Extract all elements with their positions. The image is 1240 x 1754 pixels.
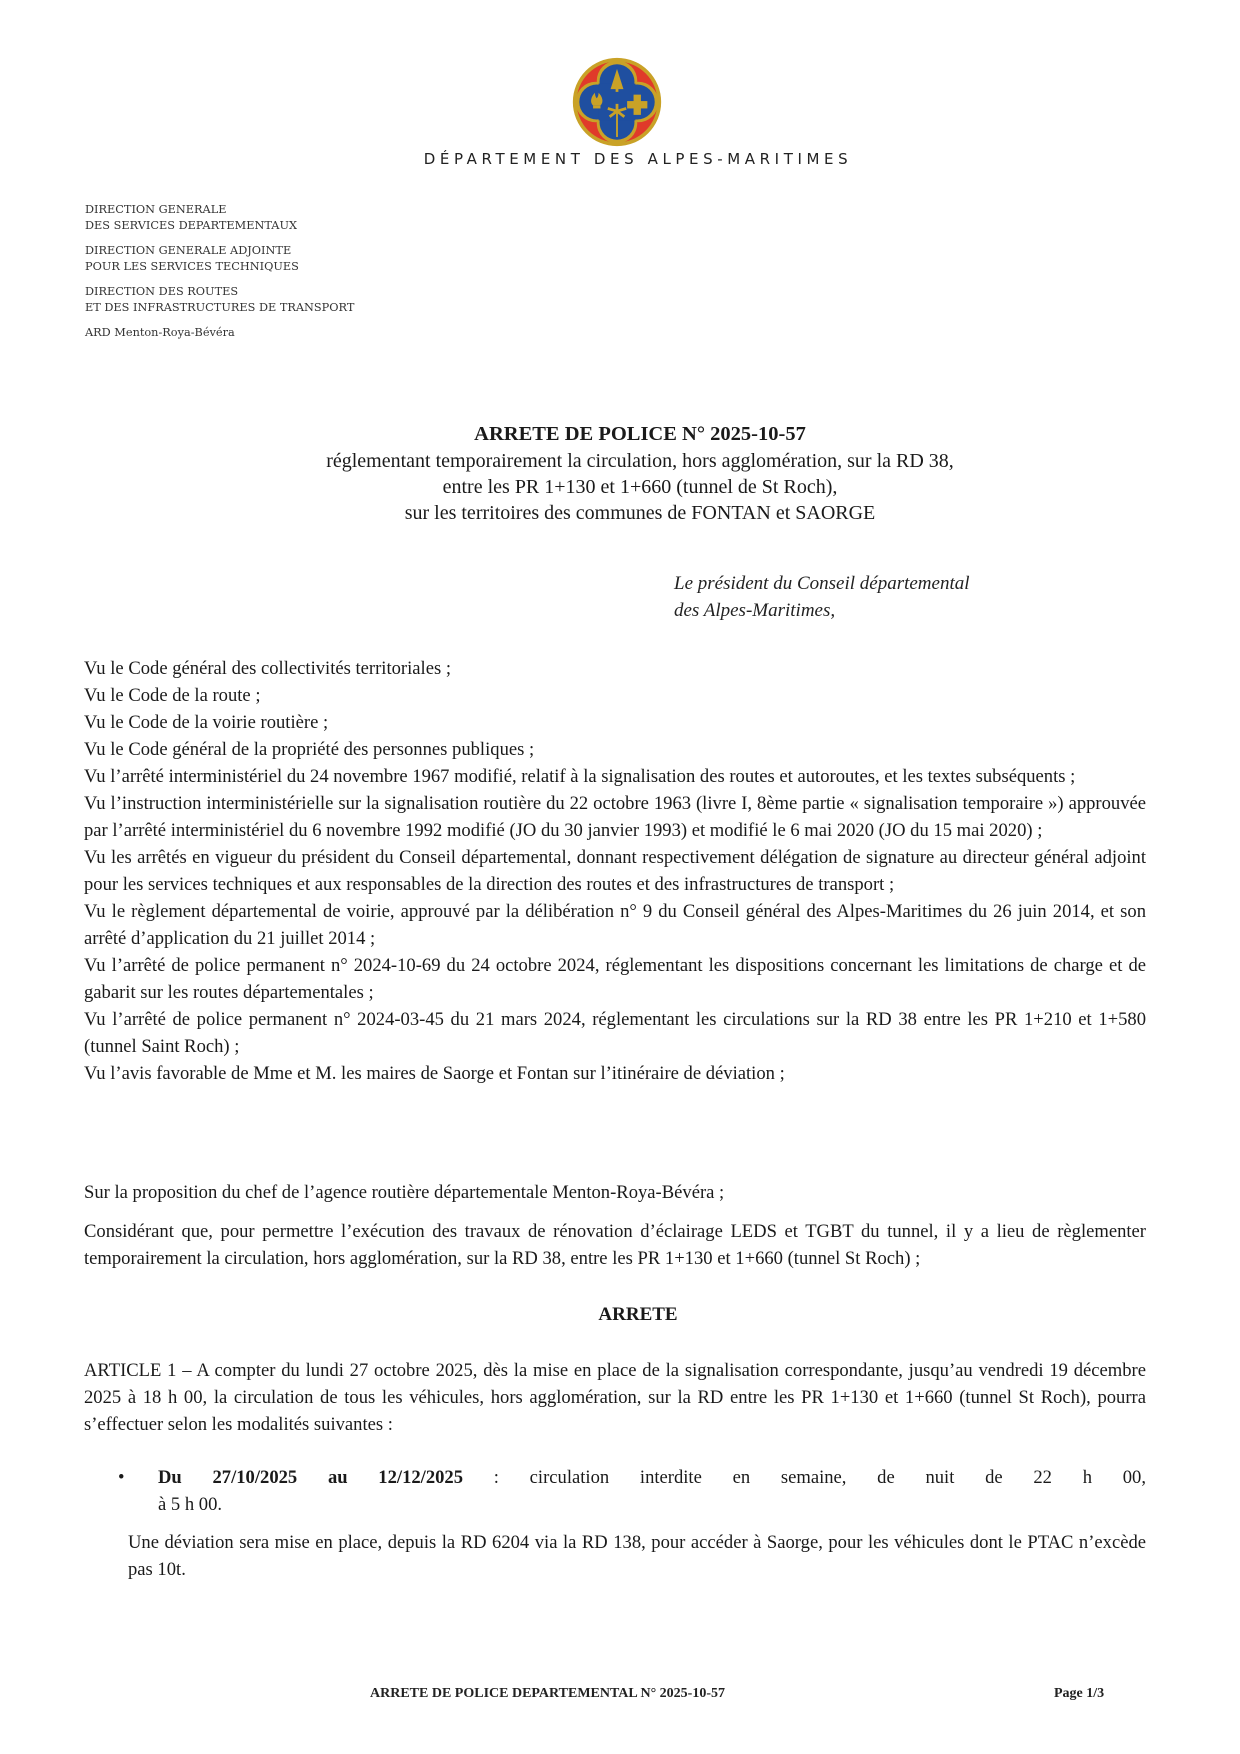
bullet-date-range: Du 27/10/2025 au 12/12/2025 bbox=[158, 1467, 464, 1488]
title-sub-line: entre les PR 1+130 et 1+660 (tunnel de St Roch), bbox=[442, 476, 838, 498]
vu-item: Vu le Code général des collectivités territoriales ; bbox=[84, 658, 452, 679]
service-group bbox=[85, 202, 354, 234]
service-group bbox=[85, 243, 354, 275]
footer-reference: ARRETE DE POLICE DEPARTEMENTAL N° 2025-10-57 bbox=[370, 1686, 726, 1701]
service-group bbox=[85, 284, 354, 316]
bullet-text: : circulation interdite en semaine, de nuit de 22 h 00, bbox=[463, 1467, 1146, 1488]
bullet-item bbox=[118, 1464, 1146, 1518]
arrete-heading: ARRETE bbox=[598, 1304, 678, 1325]
service-line: ET DES INFRASTRUCTURES DE TRANSPORT bbox=[85, 301, 355, 314]
signatory bbox=[674, 570, 970, 624]
bullet-line bbox=[158, 1464, 1146, 1491]
proposition-paragraph: Sur la proposition du chef de l’agence routière départementale Menton-Roya-Bévéra ; bbox=[84, 1182, 725, 1203]
signatory-line: des Alpes-Maritimes, bbox=[674, 600, 836, 621]
vu-item: Vu le Code de la route ; bbox=[84, 685, 261, 706]
document-title bbox=[0, 421, 1240, 526]
service-group bbox=[85, 325, 354, 341]
vu-list bbox=[84, 655, 1146, 1087]
title-main: ARRETE DE POLICE N° 2025-10-57 bbox=[474, 423, 806, 445]
considerant-paragraph: Considérant que, pour permettre l’exécution des travaux de rénovation d’éclairage LEDS et TGBT du tunnel, il y a lieu de règlementer temporairement la circulation, hors agglomération, sur la RD 38, entre les PR 1+130 et 1+660 (tunnel St Roch) ; bbox=[84, 1221, 1146, 1269]
vu-item: Vu l’avis favorable de Mme et M. les maires de Saorge et Fontan sur l’itinéraire de déviation ; bbox=[84, 1063, 785, 1084]
vu-item: Vu l’arrêté de police permanent n° 2024-03-45 du 21 mars 2024, réglementant les circulations sur la RD 38 entre les PR 1+210 et 1+580 (tunnel Saint Roch) ; bbox=[84, 1009, 1146, 1057]
coat-of-arms-icon bbox=[571, 56, 663, 148]
title-sub-line: sur les territoires des communes de FONTAN et SAORGE bbox=[404, 502, 876, 524]
service-line: DIRECTION GENERALE bbox=[85, 203, 227, 216]
service-line: DIRECTION DES ROUTES bbox=[85, 285, 239, 298]
vu-item: Vu le règlement départemental de voirie, approuvé par la délibération n° 9 du Conseil général des Alpes-Maritimes du 26 juin 2014, et son arrêté d’application du 21 juillet 2014 ; bbox=[84, 901, 1146, 949]
page-number: Page 1/3 bbox=[1054, 1686, 1105, 1701]
service-line: POUR LES SERVICES TECHNIQUES bbox=[85, 260, 299, 273]
service-line: ARD Menton-Roya-Bévéra bbox=[85, 326, 235, 339]
vu-item: Vu le Code général de la propriété des personnes publiques ; bbox=[84, 739, 535, 760]
vu-item: Vu l’instruction interministérielle sur la signalisation routière du 22 octobre 1963 (livre I, 8ème partie « signalisation temporaire ») approuvée par l’arrêté interministériel du 6 novembre 1992 modifié (JO du 30 janvier 1993) et modifié le 6 mai 2020 (JO du 15 mai 2020) ; bbox=[84, 793, 1146, 841]
vu-item: Vu le Code de la voirie routière ; bbox=[84, 712, 329, 733]
deviation-paragraph: Une déviation sera mise en place, depuis la RD 6204 via la RD 138, pour accéder à Saorge, pour les véhicules dont le PTAC n’excède pas 10t. bbox=[128, 1532, 1146, 1580]
bullet-line-continuation: à 5 h 00. bbox=[158, 1494, 223, 1515]
vu-item: Vu l’arrêté interministériel du 24 novembre 1967 modifié, relatif à la signalisation des routes et autoroutes, et les textes subséquents ; bbox=[84, 766, 1076, 787]
issuing-services bbox=[85, 202, 354, 350]
article-1: ARTICLE 1 – A compter du lundi 27 octobre 2025, dès la mise en place de la signalisation correspondante, jusqu’au vendredi 19 décembre 2025 à 18 h 00, la circulation de tous les véhicules, hors agglomération, sur la RD entre les PR 1+130 et 1+660 (tunnel St Roch), pourra s’effectuer selon les modalités suivantes : bbox=[84, 1360, 1146, 1435]
service-line: DES SERVICES DEPARTEMENTAUX bbox=[85, 219, 298, 232]
bullet-marker: • bbox=[118, 1467, 125, 1488]
vu-item: Vu l’arrêté de police permanent n° 2024-10-69 du 24 octobre 2024, réglementant les dispositions concernant les limitations de charge et de gabarit sur les routes départementales ; bbox=[84, 955, 1146, 1003]
vu-item: Vu les arrêtés en vigueur du président du Conseil départemental, donnant respectivement délégation de signature au directeur général adjoint pour les services techniques et aux responsables de la direction des routes et des infrastructures de transport ; bbox=[84, 847, 1146, 895]
service-line: DIRECTION GENERALE ADJOINTE bbox=[85, 244, 292, 257]
title-sub-line: réglementant temporairement la circulation, hors agglomération, sur la RD 38, bbox=[326, 450, 954, 472]
department-name: DÉPARTEMENT DES ALPES-MARITIMES bbox=[423, 150, 853, 168]
signatory-line: Le président du Conseil départemental bbox=[674, 573, 970, 594]
